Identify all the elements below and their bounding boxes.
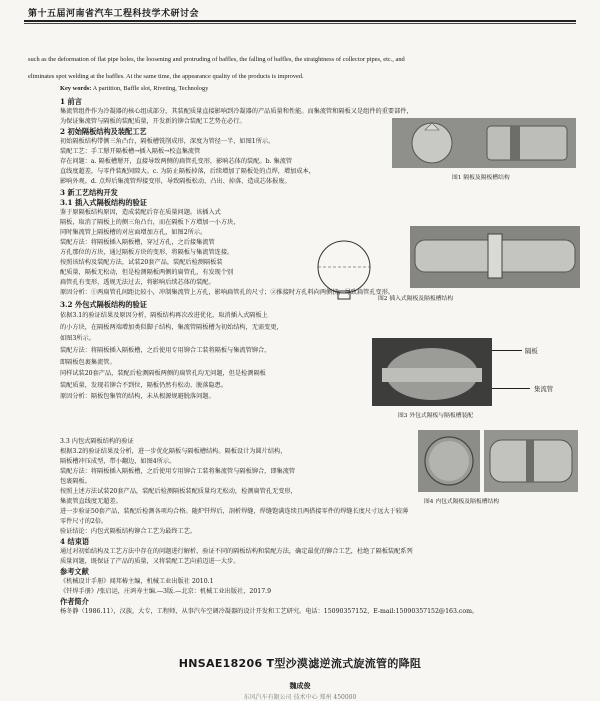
figure-2-photo-drawing xyxy=(410,226,580,288)
body-line-l19: 扁管孔有变形，透规无法过去，将影响后续芯体的装配。 xyxy=(60,279,215,286)
body-line-l30: 3.3 内包式隔板结构的验证 xyxy=(60,438,134,445)
body-line-l40: 4 结束语 xyxy=(60,537,90,546)
header-rule xyxy=(24,20,576,22)
figure-4-caption: 图4 内包式隔板及隔板槽结构 xyxy=(424,499,500,505)
body-line-l32: 隔板槽冲压成型，带小翻边，如图4所示。 xyxy=(60,458,176,465)
next-article-title: HNSAE18206 T型沙漠滤逆流式旋流管的降阻 xyxy=(178,657,422,670)
body-line-l39: 验证结论：内包式隔板结构铆合工艺为最终工艺。 xyxy=(60,528,197,535)
body-line-l41: 通过对初始结构及工艺方法中存在的问题进行解析，验证不同的隔板结构和装配方法，确定最优的铆合工艺，杜绝了隔板装配系列 xyxy=(60,548,413,555)
body-line-l17: 按照该结构及装配方法，试装20套产品，装配后检测隔板装 xyxy=(60,259,223,266)
body-line-l34: 包裹隔板。 xyxy=(60,478,91,485)
figure-4-photo-left xyxy=(418,430,480,492)
figure-1-photo xyxy=(392,118,576,168)
body-line-l15: 装配方法：将隔板插入隔板槽，穿过方孔，之后接集流管 xyxy=(60,239,215,246)
figure-3-leader-baffle xyxy=(492,350,522,351)
keywords-line xyxy=(60,84,208,94)
body-line-l16: 方孔那位的方块，通过隔板方块的变形，将隔板与集流管连接。 xyxy=(60,249,234,256)
figure-4-slot-drawing xyxy=(484,430,578,492)
body-line-l2: 集流管组件作为冷凝器的核心组成部分，其装配质量直接影响到冷凝器的产品质量和性能。而集流管和隔板又是组件的重要部件， xyxy=(60,108,413,115)
body-line-l46: 作者简介 xyxy=(60,597,89,606)
abstract-line-2: eliminates spot welding at the baffles. At the same time, the appearance quality of the products is improved. xyxy=(28,73,304,80)
figure-3-photo xyxy=(372,338,492,406)
body-line-l35: 按照上述方法试装20套产品，装配后检测隔板装配质量均无松动，检测扁管孔无变形， xyxy=(60,488,297,495)
body-line-l36: 集流管直线度无超差。 xyxy=(60,498,122,505)
body-line-l7: 存在问题：a. 隔板槽掰开，直接导致两侧的扁管孔变形，影响芯体的装配。b. 集流管 xyxy=(60,158,293,165)
keywords-label: Key words: xyxy=(60,85,92,92)
body-line-l21: 3.2 外包式隔板结构的验证 xyxy=(60,299,147,309)
running-header: 第十五届河南省汽车工程科技学术研讨会 xyxy=(28,9,200,19)
body-line-l24: 如图3所示。 xyxy=(60,335,95,343)
body-line-l14: 同时集流管上隔板槽的对应面增加方孔，如图2所示。 xyxy=(60,229,207,236)
body-line-l9: 影响外观。d. 点焊后集流管焊接变形，导致隔板松动、凸出、掉落，造成芯体报废。 xyxy=(60,178,291,185)
figure-1-drawing xyxy=(392,118,576,168)
figure-3-leader-pipe xyxy=(492,388,530,389)
header-rule-thin xyxy=(24,23,576,24)
body-line-l47: 杨冬静（1986.11），汉族，大专，工程师，从事汽车空调冷凝器的设计开发和工艺研究。电话：15090357152，E-mail:15090357152@163.com。 xyxy=(60,608,479,615)
figure-3-label-baffle: 隔板 xyxy=(525,347,538,355)
body-line-l1: 1 前言 xyxy=(60,97,82,106)
body-line-l38: 零件尺寸的2倍。 xyxy=(60,518,108,525)
body-line-l5: 初始隔板结构带侧三角凸台，隔板槽铣削成形，深度为管径一半，如图1所示。 xyxy=(60,138,275,145)
body-line-l28: 装配质量，发现若铆合不到位，隔板仍然有松动、脱落隐患。 xyxy=(60,381,228,389)
figure-2-photo xyxy=(410,226,580,288)
body-line-l6: 装配工艺：手工掰开隔板槽→插入隔板→校直集流管 xyxy=(60,148,201,155)
body-line-l42: 质量问题，既保证了产品的质量，又将装配工艺向前迈进一大步。 xyxy=(60,558,240,565)
next-article-affiliation: 东风汽车有限公司 技术中心 郑州 450000 xyxy=(243,694,357,701)
figure-1-caption: 图1 隔板及隔板槽结构 xyxy=(452,175,510,181)
next-article-author: 魏成俊 xyxy=(289,681,311,690)
figure-3-label-pipe: 集流管 xyxy=(534,385,554,393)
body-line-l33: 装配方法：将隔板插入隔板槽，之后使用专用铆合工装将集流管与隔板铆合，即集流管 xyxy=(60,468,296,475)
body-line-l44: 《机械设计手册》闻邦椿主编，机械工业出版社 2010.1 xyxy=(60,578,214,585)
figure-2-caption: 图2 插入式隔板及隔板槽结构 xyxy=(378,296,454,302)
body-line-l27: 同样试装20套产品，装配后检测隔板两侧的扁管孔均无问题，但是检测隔板 xyxy=(60,370,266,378)
body-line-l29: 原因分析：隔板包集管的结构，未从根源规避脱落问题。 xyxy=(60,393,215,401)
body-line-l4: 2 初始隔板结构及装配工艺 xyxy=(60,127,147,136)
abstract-line-1: such as the deformation of flat pipe holes, the loosening and protruding of baffles, the falling of baffles, the straightness of collector pipes, etc., and xyxy=(28,56,405,63)
body-line-l20: 原因分析：①两扁管孔间距比较小，冲制集流管上方孔，影响扁管孔的尺寸；②推接时方孔料向两侧挤，导致扁管孔变形。 xyxy=(60,289,395,296)
body-line-l13: 隔板，取消了隔板上的侧三角凸台，而在隔板下方增加一小方块， xyxy=(60,219,240,226)
figure-4-photo-right xyxy=(484,430,578,492)
body-line-l43: 参考文献 xyxy=(60,567,89,576)
body-line-l37: 进一步验证50套产品，装配后检测各项均合格。随炉钎焊后，剖析焊缝，焊缝饱满连续且两搭接零件的焊缝长度尺寸远大于较薄 xyxy=(60,508,409,515)
figure-3-photo-drawing xyxy=(372,338,492,406)
body-line-l3: 为保证集流管与隔板的装配质量，开发新的铆合装配工艺势在必行。 xyxy=(60,118,246,125)
body-line-l31: 根据3.2的验证结果及分析，进一步优化隔板与隔板槽结构。隔板设计为圆片结构， xyxy=(60,448,287,455)
body-line-l12: 鉴于原隔板结构原因，造成装配后存在质量问题。该插入式 xyxy=(60,209,221,216)
figure-4-disc-drawing xyxy=(418,430,480,492)
body-line-l18: 配质量，隔板无松动，但是检测隔板两侧的扁管孔，有发现个别 xyxy=(60,269,234,276)
keywords-text: A partition, Baffle slot, Riveting, Technology xyxy=(91,85,209,92)
body-line-l10: 3 新工艺结构开发 xyxy=(60,188,118,197)
body-line-l22: 依据3.1的验证结果及原因分析，隔板结构再次改进优化，取消插入式隔板上 xyxy=(60,312,268,320)
body-line-l8: 直线度超差，与零件装配间隙大。c. 为防止隔板掉落，后续增加了隔板处的点焊，增加成本， xyxy=(60,168,315,175)
body-line-l26: 即隔板包裹集流管。 xyxy=(60,358,116,366)
body-line-l45: 《钎焊手册》/张启运，庄鸿寿主编.—3版.—北京：机械工业出版社，2017.9 xyxy=(60,588,272,595)
body-line-l23: 的小方块，在隔板两端增加类似脚子结构，集流管隔板槽为初始结构，无需变更， xyxy=(60,323,283,331)
body-line-l25: 装配方法：将隔板插入隔板槽，之后使用专用铆合工装将隔板与集流管铆合， xyxy=(60,347,271,354)
body-line-l11: 3.1 插入式隔板结构的验证 xyxy=(60,198,147,207)
figure-3-caption: 图3 外包式隔板与隔板槽装配 xyxy=(398,413,474,419)
